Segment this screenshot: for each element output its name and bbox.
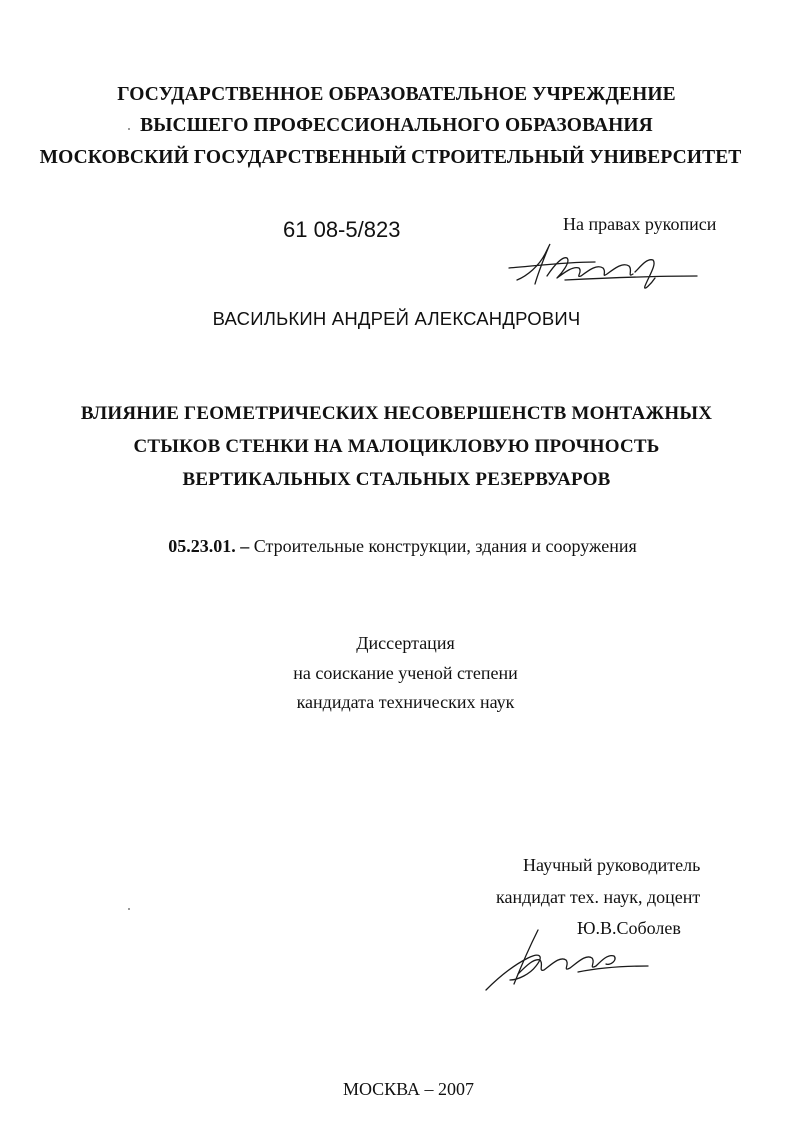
supervisor-name: Ю.В.Соболев [577, 918, 681, 938]
institution-line-1: ГОСУДАРСТВЕННОЕ ОБРАЗОВАТЕЛЬНОЕ УЧРЕЖДЕНИЕ [117, 84, 676, 105]
specialty-line [6, 536, 793, 557]
specialty-dash: – [240, 536, 250, 556]
degree-line-3: кандидата технических наук [296, 692, 515, 712]
supervisor-role: Научный руководитель [523, 855, 701, 875]
degree-line-2: на соискание ученой степени [293, 663, 518, 683]
specialty-code: 05.23.01. [168, 536, 236, 556]
institution-line-3: МОСКОВСКИЙ ГОСУДАРСТВЕННЫЙ СТРОИТЕЛЬНЫЙ УНИВЕРСИТЕТ [39, 147, 742, 168]
title-line-1: ВЛИЯНИЕ ГЕОМЕТРИЧЕСКИХ НЕСОВЕРШЕНСТВ МОНТАЖНЫХ [80, 403, 713, 424]
supervisor-signature [478, 926, 658, 996]
scan-speck [128, 908, 130, 910]
author-signature [505, 236, 705, 296]
supervisor-title: кандидат тех. наук, доцент [496, 887, 701, 907]
specialty-name: Строительные конструкции, здания и сооружения [253, 536, 637, 556]
author-name: ВАСИЛЬКИН АНДРЕЙ АЛЕКСАНДРОВИЧ [212, 308, 581, 329]
title-line-3: ВЕРТИКАЛЬНЫХ СТАЛЬНЫХ РЕЗЕРВУАРОВ [182, 469, 611, 490]
title-line-2: СТЫКОВ СТЕНКИ НА МАЛОЦИКЛОВУЮ ПРОЧНОСТЬ [133, 436, 660, 457]
degree-line-1: Диссертация [356, 633, 455, 653]
scan-speck [128, 128, 130, 130]
institution-line-2: ВЫСШЕГО ПРОФЕССИОНАЛЬНОГО ОБРАЗОВАНИЯ [140, 115, 653, 136]
manuscript-rights-label: На правах рукописи [563, 214, 717, 234]
city-year: МОСКВА – 2007 [342, 1079, 475, 1099]
registration-number: 61 08-5/823 [283, 217, 401, 242]
